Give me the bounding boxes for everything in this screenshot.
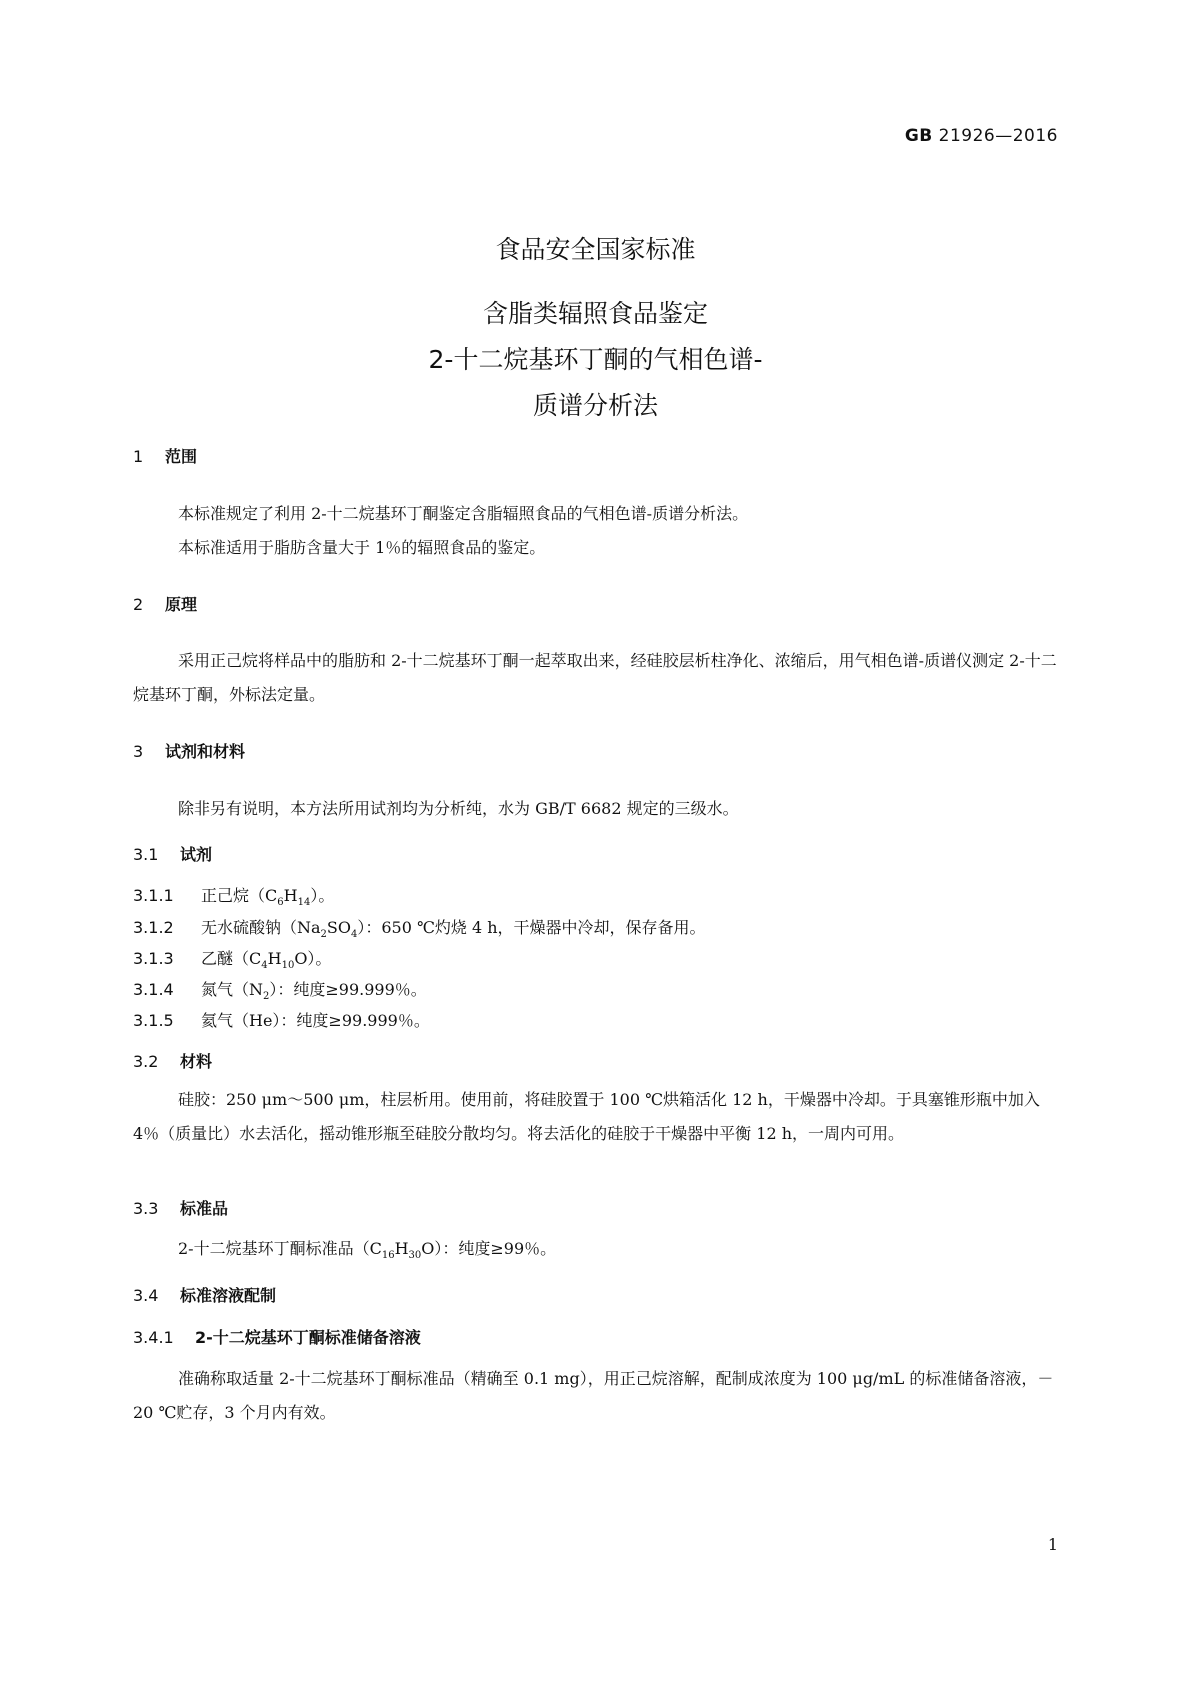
section-2-para-1: 采用正己烷将样品中的脂肪和 2-十二烷基环丁酮一起萃取出来，经硅胶层析柱净化、浓缩后，用气相色谱-质谱仪测定 2-十二烷基环丁酮，外标法定量。 — [133, 651, 1057, 704]
section-3-4-1-para-1: 准确称取适量 2-十二烷基环丁酮标准品（精确至 0.1 mg），用正己烷溶解，配制成浓度为 100 μg/mL 的标准储备溶液，－20 ℃贮存，3 个月内有效。 — [133, 1369, 1054, 1422]
section-3-heading: 3 试剂和材料 — [133, 742, 246, 761]
item-3-1-1: 3.1.1 正己烷$(C_6H_{14})$。 — [133, 886, 335, 909]
section-1-heading: 1 范围 — [133, 447, 198, 466]
item-3-1-2: 3.1.2 无水硫酸钠$(Na_2SO_4)$：650 ℃灼烧 4 h，干燥器中冷却，保存备用。 — [133, 918, 706, 941]
doc-title-line2: 含脂类辐照食品鉴定 — [482, 299, 708, 328]
section-3-4-1-heading: 3.4.1 2-十二烷基环丁酮标准储备溶液 — [133, 1328, 421, 1347]
item-3-1-3: 3.1.3 乙醚$(C_4H_{10}O)$。 — [133, 949, 332, 972]
section-3-2-para-1: 硅胶：250 μm～500 μm，柱层析用。使用前，将硅胶置于 100 ℃烘箱活化 12 h，干燥器中冷却。于具塞锥形瓶中加入 4％（质量比）水去活化，摇动锥形瓶至硅胶分散均匀。将去活化的硅胶于干燥器中平衡 12 h，一周内可用。 — [133, 1090, 1040, 1143]
section-3-2-heading: 3.2 材料 — [133, 1052, 213, 1071]
section-3-3-heading: 3.3 标准品 — [133, 1199, 229, 1218]
item-3-1-5: 3.1.5 氦气（He）：纯度≥99.999％。 — [133, 1011, 430, 1030]
page-number: 1 — [1047, 1535, 1058, 1554]
standard-number: 21926—2016 — [938, 126, 1058, 146]
section-1-para-2: 本标准适用于脂肪含量大于 1％的辐照食品的鉴定。 — [178, 538, 546, 557]
section-3-4-heading: 3.4 标准溶液配制 — [133, 1286, 277, 1305]
section-3-para-1: 除非另有说明，本方法所用试剂均为分析纯，水为 GB/T 6682 规定的三级水。 — [178, 799, 739, 818]
section-3-1-heading: 3.1 试剂 — [133, 845, 213, 864]
section-3-3-para-1: 2-十二烷基环丁酮标准品$(C_{16}H_{30}O)$：纯度≥99％。 — [178, 1239, 557, 1262]
standard-code — [905, 126, 1058, 146]
item-3-1-4: 3.1.4 氮气$(N_2)$：纯度≥99.999％。 — [133, 980, 427, 1003]
section-2-heading: 2 原理 — [133, 595, 198, 614]
doc-title-line4: 质谱分析法 — [532, 391, 658, 420]
doc-title-line3: 2-十二烷基环丁酮的气相色谱- — [428, 345, 763, 374]
doc-title-main: 食品安全国家标准 — [495, 235, 696, 264]
standard-prefix: GB — [904, 126, 933, 146]
section-1-para-1: 本标准规定了利用 2-十二烷基环丁酮鉴定含脂辐照食品的气相色谱-质谱分析法。 — [178, 504, 749, 523]
